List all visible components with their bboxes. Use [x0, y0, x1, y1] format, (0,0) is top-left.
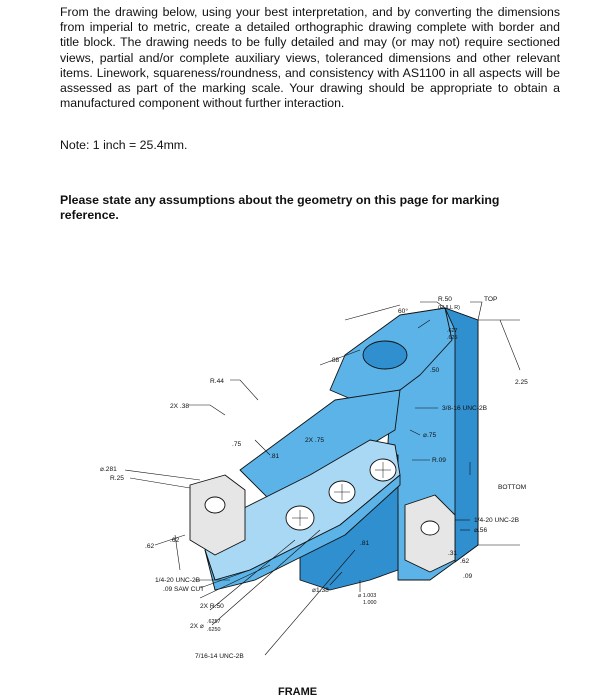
- instructions-paragraph: From the drawing below, using your best interpretation, and by converting the dimensions from imperial to metric, create a detailed orthographic drawing complete with border and title block. The drawing needs to be fully detailed and may (or may not) require sectioned views, partial and/or complete auxiliary views, toleranced dimensions and other relevant items. Linework, squareness/roundness, and consistency with AS1100 in all aspects will be assessed as part of the marking scale. Your drawing should be appropriate to obtain a manufactured component without further interaction.: [60, 5, 560, 111]
- dim-2x-75: 2X .75: [305, 437, 325, 444]
- frame-isometric-drawing: [0, 280, 602, 700]
- drawing-title: FRAME: [278, 686, 318, 698]
- clamp-thread: [205, 497, 225, 513]
- dim-dia-75: ⌀.75: [423, 432, 437, 439]
- dim-2x-38: 2X .38: [170, 403, 190, 410]
- dim-50: .50: [430, 367, 440, 374]
- view-bottom-label: BOTTOM: [498, 484, 527, 491]
- thread-7-16-14: 7/16-14 UNC-2B: [195, 653, 244, 660]
- boss-thread: [421, 521, 439, 535]
- dim-r09: R.09: [432, 457, 446, 464]
- dim-2x-r50: 2X R.50: [200, 603, 224, 610]
- left-clamp: [190, 475, 245, 555]
- dim-09: .09: [463, 573, 473, 580]
- dim-81-lower: .81: [360, 540, 370, 547]
- dim-dia-1-000: 1.000: [363, 600, 377, 606]
- dim-dia-625: .625: [447, 335, 458, 341]
- dim-r50-full: R.50: [438, 296, 452, 303]
- dim-2x-dia: 2X ⌀: [190, 623, 204, 630]
- dim-r25: R.25: [110, 475, 124, 482]
- dim-dia-1-38: ⌀1.38: [312, 587, 329, 594]
- dim-dia-56: ⌀.56: [474, 527, 488, 534]
- dim-dia-1-003: ⌀ 1.003: [358, 593, 377, 599]
- top-bore: [363, 341, 407, 369]
- dim-62-small: .62: [460, 558, 470, 565]
- dim-88: .88: [330, 357, 340, 364]
- saw-cut-note: .09 SAW CUT: [163, 586, 205, 593]
- dim-angle-60: 60°: [398, 308, 408, 315]
- thread-1-4-20-left: 1/4-20 UNC-2B: [155, 577, 201, 584]
- thread-1-4-20-right: 1/4-20 UNC-2B: [474, 517, 520, 524]
- dim-62-diagonal: .62: [145, 543, 155, 550]
- dim-81: .81: [270, 453, 280, 460]
- dim-dia-281: ⌀.281: [100, 466, 117, 473]
- dim-62-vertical: .62: [170, 537, 180, 544]
- frame-body: [190, 308, 478, 590]
- dim-r44: R.44: [210, 378, 224, 385]
- dim-dia-6250: .6250: [207, 627, 221, 633]
- dim-dia-627: .627: [447, 328, 458, 334]
- thread-3-8-16: 3/8-16 UNC-2B: [442, 405, 488, 412]
- dim-2-25: 2.25: [515, 379, 528, 386]
- dim-full-r: (FULL R): [438, 305, 460, 311]
- dim-75: .75: [232, 441, 242, 448]
- dim-31: .31: [448, 550, 458, 557]
- unit-conversion-note: Note: 1 inch = 25.4mm.: [60, 138, 188, 152]
- view-top-label: TOP: [484, 296, 498, 303]
- dim-dia-6257: .6257: [207, 619, 221, 625]
- assumptions-request: Please state any assumptions about the geometry on this page for marking reference.: [60, 193, 500, 223]
